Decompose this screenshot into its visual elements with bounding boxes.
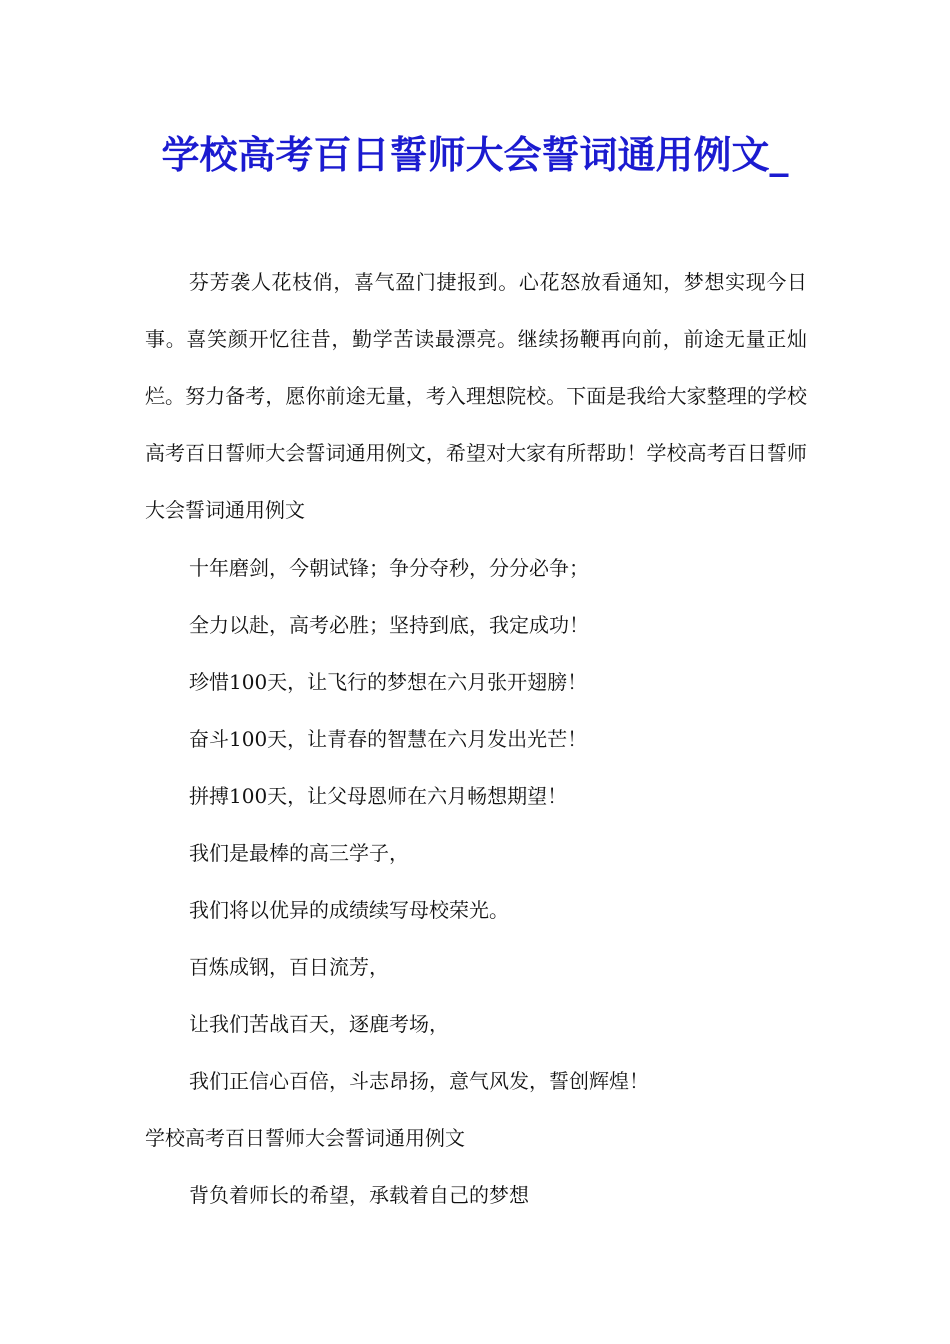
document-title: 学校高考百日誓师大会誓词通用例文_ [161,132,789,177]
oath-line: 珍惜100天，让飞行的梦想在六月张开翅膀！ [189,670,588,694]
intro-paragraph: 芬芳袭人花枝俏，喜气盈门捷报到。心花怒放看通知，梦想实现今日事。喜笑颜开忆往昔，勤学苦读最漂亮。继续扬鞭再向前，前途无量正灿烂。努力备考，愿你前途无量，考入理想院校。下面是我给大家整理的学校高考百日誓师大会誓词通用例文，希望对大家有所帮助！学校高考百日誓师大会誓词通用例文 [145,270,807,522]
oath-line: 拼搏100天，让父母恩师在六月畅想期望！ [189,784,568,808]
oath-line: 全力以赴，高考必胜；坚持到底，我定成功！ [189,613,589,637]
oath-line: 背负着师长的希望，承载着自己的梦想 [189,1183,529,1207]
oath-line: 奋斗100天，让青春的智慧在六月发出光芒！ [189,727,588,751]
oath-line: 我们将以优异的成绩续写母校荣光。 [189,898,509,922]
oath-line: 我们是最棒的高三学子， [189,841,409,865]
oath-line: 让我们苦战百天，逐鹿考场， [189,1012,449,1036]
section-heading: 学校高考百日誓师大会誓词通用例文 [145,1126,465,1150]
oath-line: 我们正信心百倍，斗志昂扬，意气风发，誓创辉煌！ [189,1069,649,1093]
oath-line: 十年磨剑，今朝试锋；争分夺秒，分分必争； [189,556,589,580]
oath-line: 百炼成钢，百日流芳， [189,955,389,979]
